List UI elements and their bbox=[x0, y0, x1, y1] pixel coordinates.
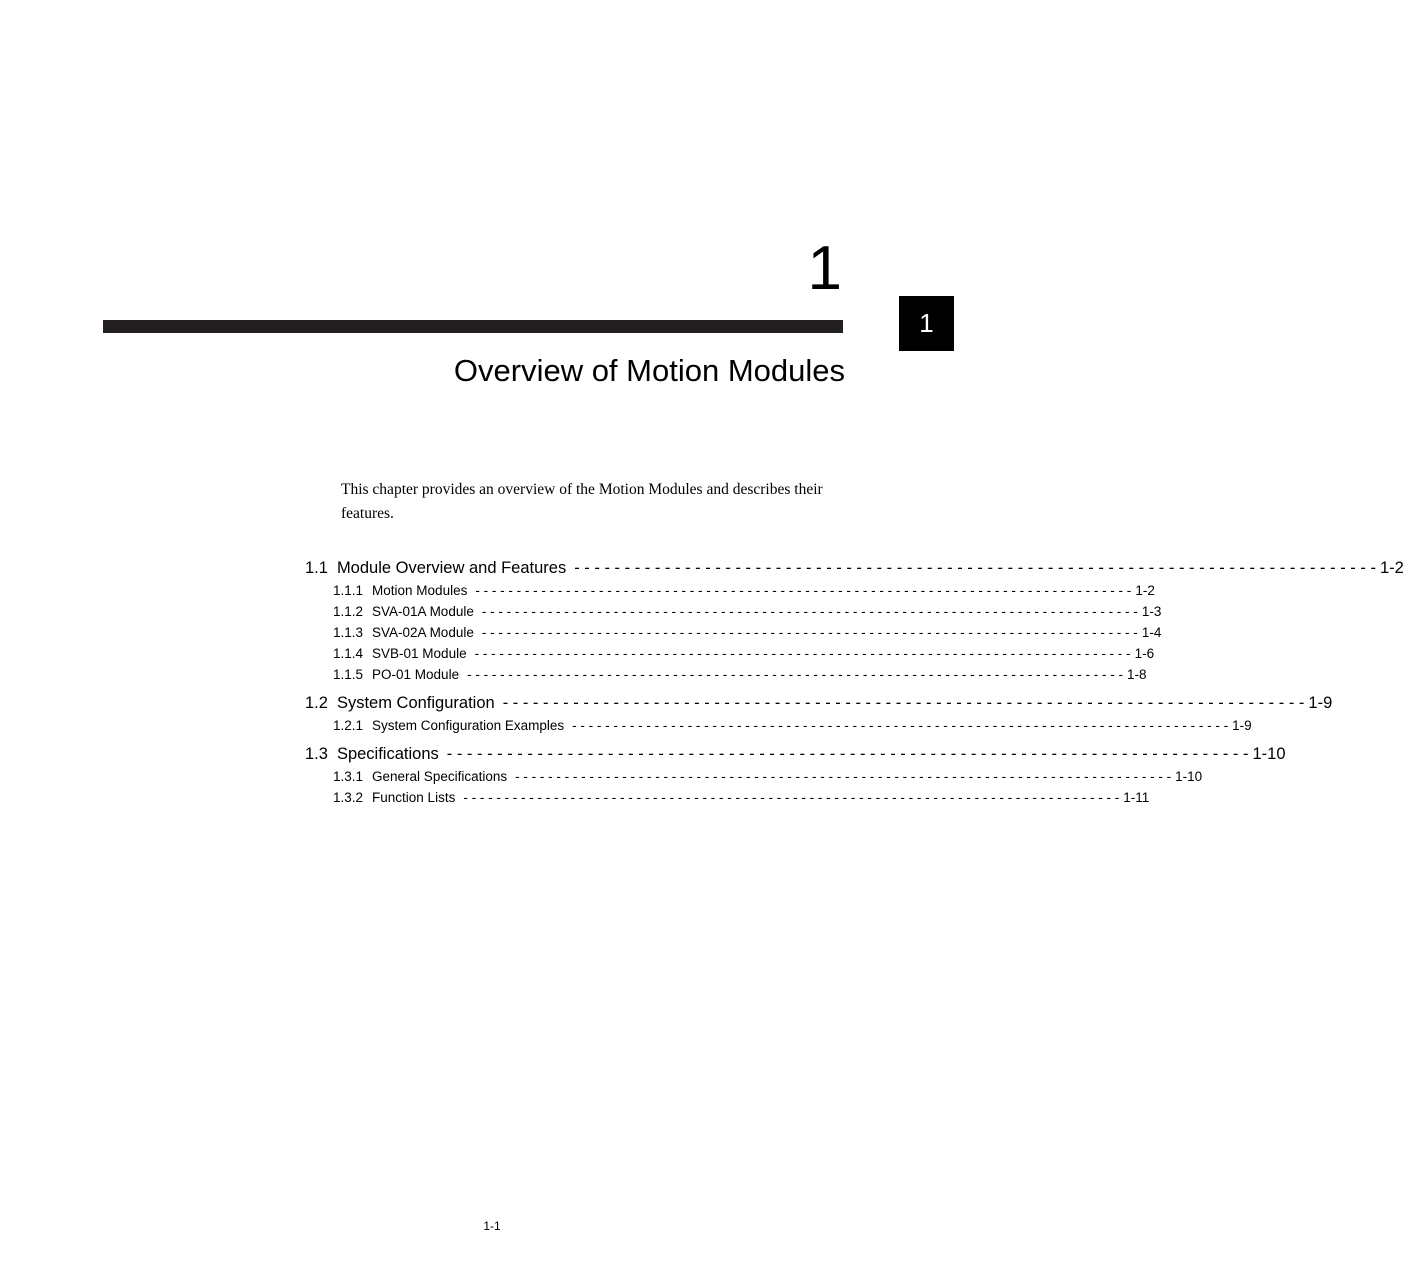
toc-entry-number: 1.1.4 bbox=[333, 646, 364, 661]
toc-dot-leader: - - - - - - - - - - - - - - - - - - - - - - - - - - - - - - - - - - - - - - - - - - - - - - - - - - - - - - - - - - - - - - - - - - - - - - - - - - - - - - - - bbox=[474, 646, 1131, 661]
toc-entry-page: 1-4 bbox=[1141, 625, 1162, 640]
toc-dot-leader: - - - - - - - - - - - - - - - - - - - - - - - - - - - - - - - - - - - - - - - - - - - - - - - - - - - - - - - - - - - - - - - - - - - - - - - - - - - - - - - - bbox=[475, 583, 1132, 598]
toc-entry-page: 1-6 bbox=[1134, 646, 1155, 661]
chapter-divider-bar bbox=[103, 320, 843, 333]
toc-dot-leader: - - - - - - - - - - - - - - - - - - - - - - - - - - - - - - - - - - - - - - - - - - - - - - - - - - - - - - - - - - - - - - - - - - - - - - - - - - - - - - - - bbox=[467, 667, 1124, 682]
toc-dot-leader: - - - - - - - - - - - - - - - - - - - - - - - - - - - - - - - - - - - - - - - - - - - - - - - - - - - - - - - - - - - - - - - - - - - - - - - - - - - - - - - - bbox=[502, 694, 1305, 712]
toc-entry-number: 1.2.1 bbox=[333, 718, 364, 733]
toc-entry-label: System Configuration bbox=[336, 694, 495, 712]
toc-subsection[interactable] bbox=[305, 766, 1203, 787]
toc-subsection[interactable] bbox=[305, 787, 1150, 808]
chapter-number: 1 bbox=[807, 234, 842, 303]
toc-entry-page: 1-2 bbox=[1135, 583, 1155, 598]
toc-section[interactable] bbox=[305, 691, 1333, 715]
toc-section[interactable] bbox=[305, 742, 1286, 766]
chapter-intro: This chapter provides an overview of the Motion Modules and describes their features. bbox=[341, 481, 823, 522]
side-tab-number: 1 bbox=[919, 308, 934, 338]
toc-entry-number: 1.1.3 bbox=[333, 625, 364, 640]
toc-entry-page: 1-10 bbox=[1175, 769, 1203, 784]
toc-entry-number: 1.1.5 bbox=[333, 667, 364, 682]
toc-dot-leader: - - - - - - - - - - - - - - - - - - - - - - - - - - - - - - - - - - - - - - - - - - - - - - - - - - - - - - - - - - - - - - - - - - - - - - - - - - - - - - - - bbox=[481, 625, 1138, 640]
toc-entry-number: 1.1.2 bbox=[333, 604, 364, 619]
toc-entry-number: 1.2 bbox=[305, 694, 328, 712]
toc-entry-page: 1-9 bbox=[1232, 718, 1252, 733]
toc-subsection[interactable] bbox=[305, 601, 1162, 622]
toc-subsection[interactable] bbox=[305, 715, 1252, 736]
toc-subsection[interactable] bbox=[305, 580, 1155, 601]
toc-entry-label: General Specifications bbox=[372, 769, 508, 784]
toc-subsection[interactable] bbox=[305, 643, 1155, 664]
toc-entry-label: Module Overview and Features bbox=[336, 559, 567, 577]
toc-entry-label: Specifications bbox=[336, 745, 439, 763]
toc-subsection[interactable] bbox=[305, 664, 1147, 685]
toc-dot-leader: - - - - - - - - - - - - - - - - - - - - - - - - - - - - - - - - - - - - - - - - - - - - - - - - - - - - - - - - - - - - - - - - - - - - - - - - - - - - - - - - bbox=[572, 718, 1229, 733]
toc-entry-page: 1-2 bbox=[1379, 559, 1404, 577]
toc-entry-number: 1.3.1 bbox=[333, 769, 364, 784]
toc-section[interactable] bbox=[305, 556, 1404, 580]
toc-entry-label: Motion Modules bbox=[372, 583, 468, 598]
page-number: 1-1 bbox=[483, 1219, 501, 1233]
toc-entry-number: 1.3.2 bbox=[333, 790, 364, 805]
toc-dot-leader: - - - - - - - - - - - - - - - - - - - - - - - - - - - - - - - - - - - - - - - - - - - - - - - - - - - - - - - - - - - - - - - - - - - - - - - - - - - - - - - - bbox=[463, 790, 1120, 805]
toc-entry-label: SVA-01A Module bbox=[372, 604, 474, 619]
toc-entry-label: SVB-01 Module bbox=[372, 646, 467, 661]
toc-entry-page: 1-3 bbox=[1141, 604, 1162, 619]
toc-entry-page: 1-9 bbox=[1308, 694, 1333, 712]
toc-entry-page: 1-10 bbox=[1252, 745, 1286, 763]
toc-dot-leader: - - - - - - - - - - - - - - - - - - - - - - - - - - - - - - - - - - - - - - - - - - - - - - - - - - - - - - - - - - - - - - - - - - - - - - - - - - - - - - - - bbox=[481, 604, 1138, 619]
toc-entry-number: 1.3 bbox=[305, 745, 328, 763]
toc-entry-label: SVA-02A Module bbox=[372, 625, 474, 640]
toc-dot-leader: - - - - - - - - - - - - - - - - - - - - - - - - - - - - - - - - - - - - - - - - - - - - - - - - - - - - - - - - - - - - - - - - - - - - - - - - - - - - - - - - bbox=[574, 559, 1376, 577]
table-of-contents bbox=[305, 556, 1404, 808]
toc-dot-leader: - - - - - - - - - - - - - - - - - - - - - - - - - - - - - - - - - - - - - - - - - - - - - - - - - - - - - - - - - - - - - - - - - - - - - - - - - - - - - - - - bbox=[446, 745, 1249, 763]
toc-entry-page: 1-11 bbox=[1123, 790, 1150, 805]
chapter-title: Overview of Motion Modules bbox=[453, 353, 845, 388]
chapter-side-tab bbox=[899, 296, 954, 351]
toc-entry-label: Function Lists bbox=[372, 790, 456, 805]
toc-entry-page: 1-8 bbox=[1127, 667, 1147, 682]
toc-subsection[interactable] bbox=[305, 622, 1162, 643]
toc-dot-leader: - - - - - - - - - - - - - - - - - - - - - - - - - - - - - - - - - - - - - - - - - - - - - - - - - - - - - - - - - - - - - - - - - - - - - - - - - - - - - - - - bbox=[515, 769, 1172, 784]
toc-entry-number: 1.1.1 bbox=[333, 583, 364, 598]
toc-entry-label: PO-01 Module bbox=[372, 667, 460, 682]
toc-entry-label: System Configuration Examples bbox=[372, 718, 565, 733]
toc-entry-number: 1.1 bbox=[305, 559, 328, 577]
